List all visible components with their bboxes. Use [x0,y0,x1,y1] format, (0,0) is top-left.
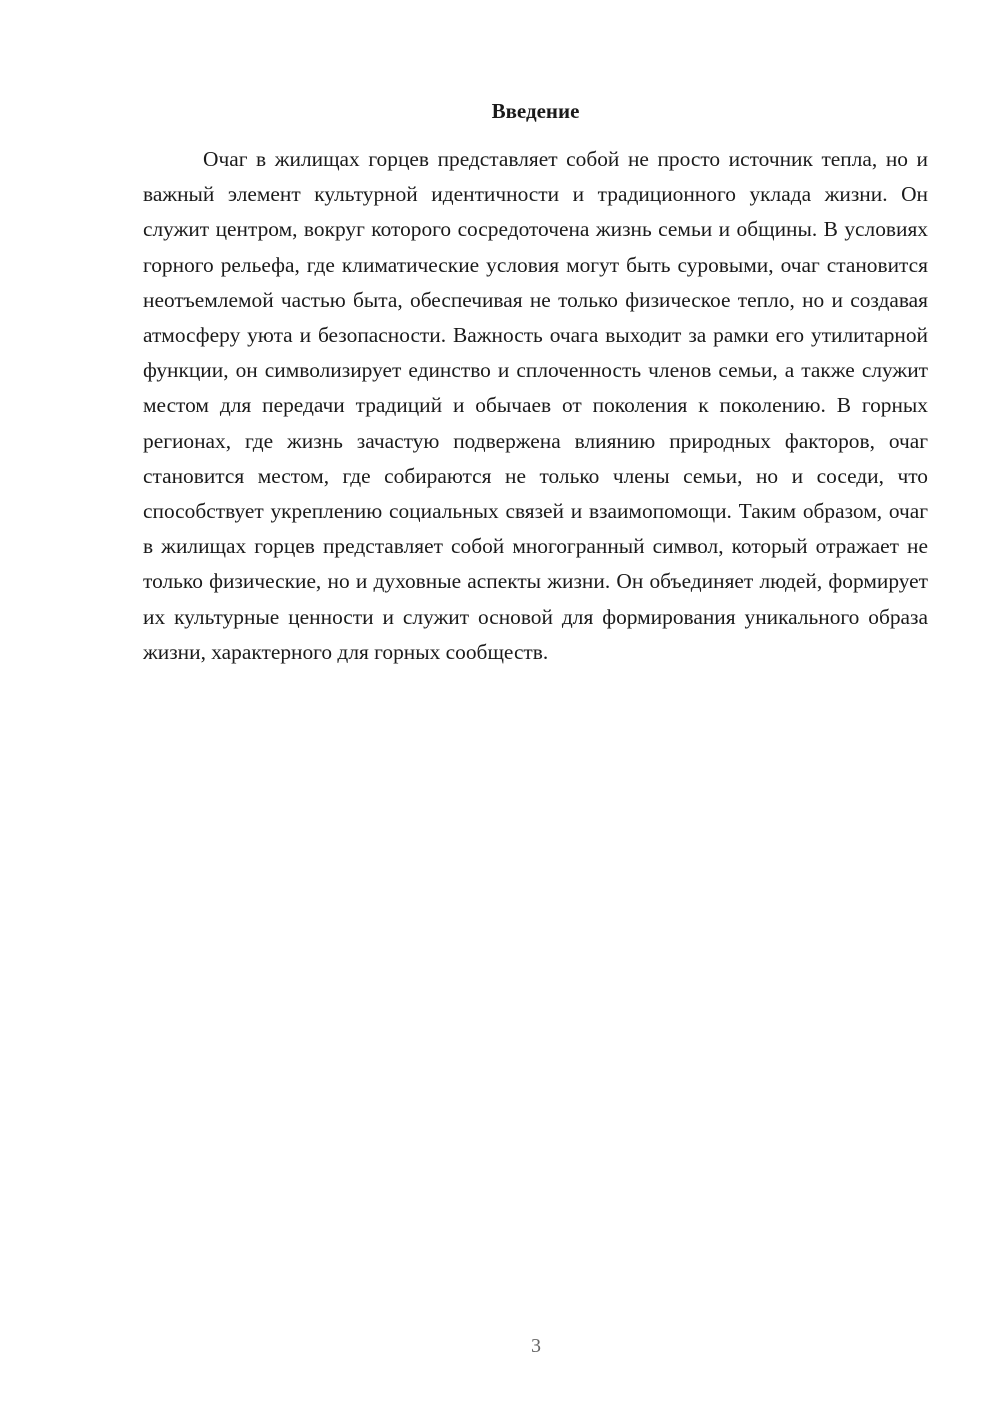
section-heading: Введение [491,99,580,123]
page-number: 3 [531,1335,541,1357]
body-paragraph: Очаг в жилищах горцев представляет собой не просто источник тепла, но и важный элемент культурной идентичности и традиционного уклада жизни. Он служит центром, вокруг которого сосредоточена жизнь семьи и общины. В условиях горного рельефа, где климатические условия могут быть суровыми, очаг становится неотъемлемой частью быта, обеспечивая не только физическое тепло, но и создавая атмосферу уюта и безопасности. Важность очага выходит за рамки его утилитарной функции, он символизирует единство и сплоченность членов семьи, а также служит местом для передачи традиций и обычаев от поколения к поколению. В горных регионах, где жизнь зачастую подвержена влиянию природных факторов, очаг становится местом, где собираются не только члены семьи, но и соседи, что способствует укреплению социальных связей и взаимопомощи. Таким образом, очаг в жилищах горцев представляет собой многогранный символ, который отражает не только физические, но и духовные аспекты жизни. Он объединяет людей, формирует их культурные ценности и служит основой для формирования уникального образа жизни, характерного для горных сообществ. [143,147,928,664]
